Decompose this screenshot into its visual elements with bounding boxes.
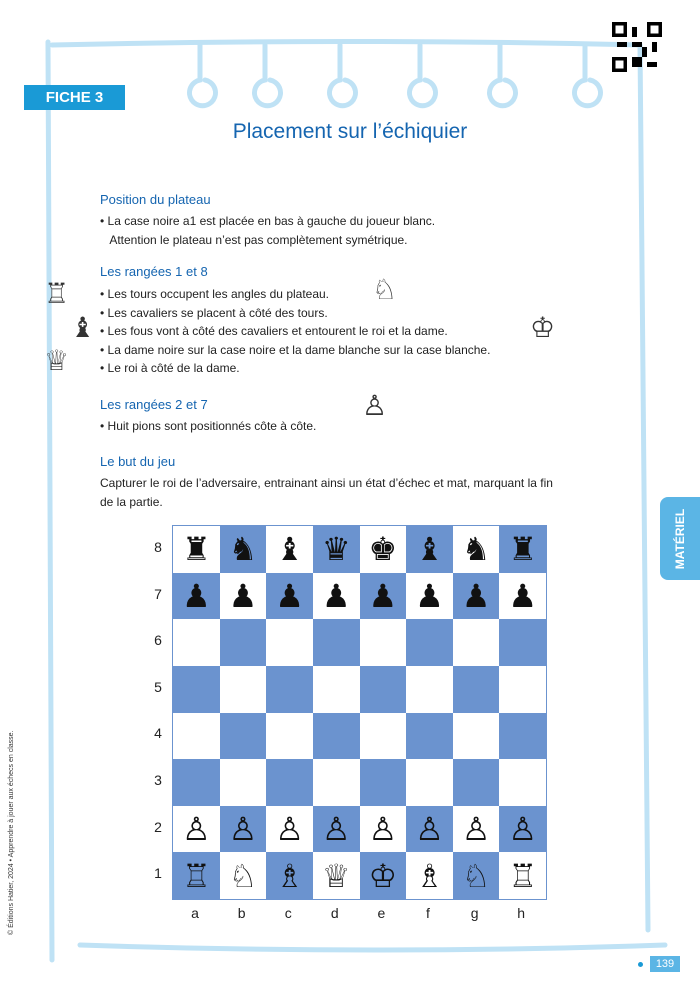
page-dot-icon (638, 962, 643, 967)
square-e8[interactable]: ♚ (368, 530, 398, 569)
page-title: Placement sur l’échiquier (232, 120, 468, 143)
square-b8[interactable]: ♞ (220, 526, 267, 573)
square-a4[interactable] (173, 713, 220, 760)
square-a5[interactable] (173, 666, 220, 713)
square-b4[interactable] (220, 713, 267, 760)
qr-code[interactable] (612, 22, 662, 72)
square-c5[interactable] (266, 666, 313, 713)
square-d3[interactable] (313, 759, 360, 806)
square-h7[interactable]: ♟ (508, 576, 538, 615)
square-d5[interactable] (313, 666, 360, 713)
square-c8[interactable]: ♝ (275, 530, 304, 569)
square-f1[interactable]: ♗ (415, 856, 444, 895)
square-f8[interactable]: ♝ (406, 526, 453, 573)
heading-rangees-2-7: Les rangées 2 et 7 (100, 397, 208, 412)
square-h6[interactable] (499, 619, 546, 666)
square-f5[interactable] (406, 666, 453, 713)
square-e2[interactable]: ♙ (368, 810, 398, 849)
square-g3[interactable] (453, 759, 500, 806)
text-line: • Huit pions sont positionnés côte à côte. (100, 419, 317, 433)
square-f2[interactable]: ♙ (406, 806, 453, 853)
square-d1[interactable]: ♕ (321, 856, 351, 895)
rank-label: 1 (154, 865, 162, 882)
square-f4[interactable] (406, 713, 453, 760)
square-b1[interactable]: ♘ (228, 856, 258, 895)
square-a1[interactable]: ♖ (173, 852, 220, 899)
square-e4[interactable] (360, 713, 407, 760)
file-label: a (191, 905, 199, 921)
square-h2[interactable]: ♙ (499, 806, 546, 853)
square-g1[interactable]: ♘ (453, 852, 500, 899)
square-c2[interactable]: ♙ (275, 810, 304, 849)
file-label: c (284, 905, 292, 921)
square-d2[interactable]: ♙ (313, 806, 360, 853)
text-line: • Les cavaliers se placent à côté des tours. (100, 305, 328, 320)
heading-rangees-1-8: Les rangées 1 et 8 (100, 264, 208, 279)
rank-label: 5 (154, 678, 162, 695)
page-number: 139 (650, 956, 680, 972)
square-h5[interactable] (499, 666, 546, 713)
text-line: • Les tours occupent les angles du plateau. (100, 287, 330, 301)
square-c3[interactable] (266, 759, 313, 806)
square-e5[interactable] (360, 666, 407, 713)
rank-label: 3 (154, 772, 162, 788)
pawn-illustration-icon: ♙ (362, 389, 388, 422)
square-b2[interactable]: ♙ (220, 806, 267, 853)
square-h3[interactable] (499, 759, 546, 806)
square-c6[interactable] (266, 619, 313, 666)
bishop-illustration-icon: ♝ (70, 311, 96, 344)
square-h1[interactable]: ♖ (508, 856, 538, 895)
square-d7[interactable]: ♟ (321, 576, 351, 615)
file-label: b (237, 905, 246, 921)
square-g6[interactable] (453, 619, 500, 666)
text-line: Capturer le roi de l’adversaire, entrainant ainsi un état d’échec et mat, marquant la fin (100, 476, 553, 490)
square-c4[interactable] (266, 713, 313, 760)
text-but-du-jeu (100, 474, 580, 511)
chessboard (172, 525, 547, 900)
file-label: e (377, 905, 386, 921)
heading-position: Position du plateau (100, 192, 211, 207)
rank-label: 7 (154, 585, 162, 602)
text-position (100, 212, 580, 249)
square-a7[interactable]: ♟ (173, 573, 220, 620)
square-h8[interactable]: ♜ (499, 526, 546, 573)
square-d4[interactable] (313, 713, 360, 760)
square-g5[interactable] (453, 666, 500, 713)
fiche-badge: FICHE 3 (24, 85, 125, 110)
square-d6[interactable] (313, 619, 360, 666)
text-line: • Les fous vont à côté des cavaliers et entourent le roi et la dame. (100, 324, 448, 338)
side-tab-materiel[interactable] (660, 497, 700, 580)
square-e7[interactable]: ♟ (360, 573, 407, 620)
rank-label: 4 (154, 725, 162, 742)
square-e3[interactable] (360, 759, 407, 806)
text-line: • La dame noire sur la case noire et la dame blanche sur la case blanche. (100, 342, 491, 357)
square-a6[interactable] (173, 619, 220, 666)
square-b6[interactable] (220, 619, 267, 666)
file-label: h (517, 905, 526, 921)
queen-illustration-icon: ♕ (44, 344, 70, 377)
square-a2[interactable]: ♙ (181, 810, 211, 849)
square-c7[interactable]: ♟ (266, 573, 313, 620)
square-b3[interactable] (220, 759, 267, 806)
knight-illustration-icon: ♘ (372, 273, 398, 306)
square-f7[interactable]: ♟ (415, 576, 444, 615)
square-d8[interactable]: ♛ (313, 526, 360, 573)
rook-illustration-icon: ♖ (44, 277, 70, 310)
heading-but-du-jeu: Le but du jeu (100, 454, 176, 469)
square-f3[interactable] (406, 759, 453, 806)
square-a8[interactable]: ♜ (181, 530, 211, 569)
text-line: Attention le plateau n’est pas complètement symétrique. (100, 232, 408, 247)
square-h4[interactable] (499, 713, 546, 760)
text-rangees-2-7 (100, 417, 580, 436)
square-g2[interactable]: ♙ (461, 810, 491, 849)
side-tab-label: MATÉRIEL (673, 508, 687, 569)
square-a3[interactable] (173, 759, 220, 806)
king-illustration-icon: ♔ (530, 311, 556, 344)
square-g4[interactable] (453, 713, 500, 760)
text-line: de la partie. (100, 494, 163, 509)
square-b5[interactable] (220, 666, 267, 713)
file-label: d (330, 905, 339, 921)
text-line: • Le roi à côté de la dame. (100, 361, 240, 375)
square-e6[interactable] (360, 619, 407, 666)
square-b7[interactable]: ♟ (228, 576, 258, 615)
square-e1[interactable]: ♔ (360, 852, 407, 899)
rank-label: 6 (154, 632, 162, 649)
square-c1[interactable]: ♗ (266, 852, 313, 899)
square-g7[interactable]: ♟ (453, 573, 500, 620)
square-f6[interactable] (406, 619, 453, 666)
copyright: © Éditions Hatier, 2024 • Apprendre à jouer aux échecs en classe. (8, 730, 15, 935)
square-g8[interactable]: ♞ (461, 530, 491, 569)
text-line: • La case noire a1 est placée en bas à gauche du joueur blanc. (100, 214, 436, 228)
text-rangees-1-8 (100, 285, 580, 378)
rank-label: 2 (154, 818, 162, 835)
file-label: g (470, 905, 479, 921)
file-label: f (426, 905, 430, 921)
rank-label: 8 (154, 539, 162, 555)
